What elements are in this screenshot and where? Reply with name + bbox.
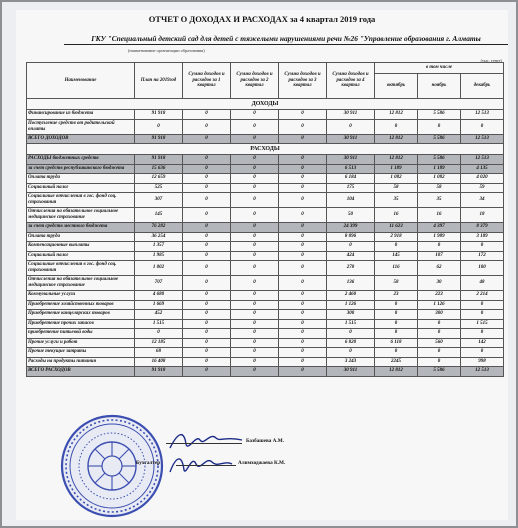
col-q2-header: Сумма доходов и расходов за 2 квартал xyxy=(231,63,279,99)
row-value: 91 918 xyxy=(135,367,183,377)
row-value: 8 096 xyxy=(327,232,375,242)
col-q4-header: Сумма доходов и расходов за 4 квартал xyxy=(327,63,375,99)
row-label: Приобретение канцелярских товаров xyxy=(27,310,135,320)
table-row xyxy=(27,251,504,261)
row-value: 0 xyxy=(461,119,504,134)
row-value: 0 xyxy=(231,310,279,320)
row-value: 1 515 xyxy=(135,319,183,329)
row-value: 0 xyxy=(375,319,418,329)
row-label: Социальный налог xyxy=(27,251,135,261)
table-row xyxy=(27,155,504,165)
row-value: 0 xyxy=(279,174,327,184)
row-value: 12 513 xyxy=(461,155,504,165)
row-value: 0 xyxy=(231,155,279,165)
row-label: РАСХОДЫ бюджетных средств xyxy=(27,155,135,165)
report-page xyxy=(16,10,508,520)
row-value: 58 xyxy=(418,183,461,193)
table-row xyxy=(27,348,504,358)
row-value: 0 xyxy=(279,357,327,367)
row-value: 0 xyxy=(418,242,461,252)
table-row xyxy=(27,357,504,367)
row-value: 3 189 xyxy=(461,232,504,242)
row-value: 707 xyxy=(135,276,183,291)
row-value: 0 xyxy=(279,242,327,252)
row-value: 0 xyxy=(231,119,279,134)
row-value: 1 126 xyxy=(327,300,375,310)
row-value: 175 xyxy=(327,183,375,193)
table-row xyxy=(27,134,504,144)
row-value: 1 189 xyxy=(375,164,418,174)
row-value: 0 xyxy=(279,338,327,348)
row-label: Социальный налог xyxy=(27,183,135,193)
row-value: 1 515 xyxy=(461,319,504,329)
row-value: 15 636 xyxy=(135,164,183,174)
row-value: 0 xyxy=(231,174,279,184)
row-value: 0 xyxy=(279,134,327,144)
row-value: 424 xyxy=(327,251,375,261)
row-value: 0 xyxy=(375,300,418,310)
row-value: 0 xyxy=(183,291,231,301)
row-value: 0 xyxy=(375,119,418,134)
row-value: 1 002 xyxy=(135,261,183,276)
row-value: 35 xyxy=(418,193,461,208)
row-value: 300 xyxy=(418,310,461,320)
row-value: 8 379 xyxy=(461,223,504,233)
row-value: 12 513 xyxy=(461,110,504,120)
head-signature-line xyxy=(166,443,242,444)
row-value: 0 xyxy=(183,310,231,320)
row-value: 0 xyxy=(183,348,231,358)
row-value: 0 xyxy=(231,357,279,367)
row-value: 998 xyxy=(461,357,504,367)
row-value: 0 xyxy=(461,329,504,339)
row-value: 6 820 xyxy=(327,338,375,348)
col-nov-header: ноябрь xyxy=(418,74,461,99)
row-value: 0 xyxy=(279,193,327,208)
row-value: 0 xyxy=(183,329,231,339)
row-label: Расходы на продукты питания xyxy=(27,357,135,367)
row-value: 0 xyxy=(231,164,279,174)
table-row xyxy=(27,276,504,291)
row-label: Социальные отчисления в гос. фонд соц. страхования xyxy=(27,193,135,208)
row-value: 0 xyxy=(418,357,461,367)
row-value: 278 xyxy=(327,261,375,276)
row-value: 12 513 xyxy=(461,367,504,377)
row-value: 68 xyxy=(135,348,183,358)
row-value: 12 513 xyxy=(461,134,504,144)
row-value: 4 020 xyxy=(461,174,504,184)
section-row-income xyxy=(27,99,504,110)
row-value: 36 254 xyxy=(135,232,183,242)
row-value: 50 xyxy=(327,208,375,223)
row-value: 30 911 xyxy=(327,134,375,144)
row-value: 23 xyxy=(375,291,418,301)
unit-label: (тыс. тенге) xyxy=(480,58,502,63)
row-value: 0 xyxy=(231,193,279,208)
row-value: 0 xyxy=(183,174,231,184)
table-row xyxy=(27,193,504,208)
row-value: 0 xyxy=(418,319,461,329)
row-value: 0 xyxy=(231,261,279,276)
table-row xyxy=(27,367,504,377)
row-value: 16 xyxy=(418,208,461,223)
row-label: за счет средств республиканского бюджета xyxy=(27,164,135,174)
row-value: 5 586 xyxy=(418,134,461,144)
row-label: ВСЕГО ДОХОДОВ xyxy=(27,134,135,144)
row-value: 4 397 xyxy=(418,223,461,233)
row-value: 0 xyxy=(231,183,279,193)
row-value: 100 xyxy=(461,261,504,276)
row-value: 35 xyxy=(375,193,418,208)
row-value: 0 xyxy=(231,319,279,329)
section-row-expenses xyxy=(27,144,504,155)
accountant-signature xyxy=(166,450,236,478)
row-value: 0 xyxy=(279,300,327,310)
row-value: 91 918 xyxy=(135,134,183,144)
row-label: Прочие текущие затраты xyxy=(27,348,135,358)
row-value: 0 xyxy=(183,367,231,377)
row-value: 0 xyxy=(279,276,327,291)
organization-name: ГКУ "Специальный детский сад для детей с тяжелыми нарушениями речи №26 "Управление образования г. Алматы xyxy=(64,34,508,45)
photo-background xyxy=(2,2,516,526)
row-value: 0 xyxy=(231,134,279,144)
row-value: 30 911 xyxy=(327,110,375,120)
row-value: 107 xyxy=(418,251,461,261)
row-value: 172 xyxy=(461,251,504,261)
accountant-signature-line xyxy=(176,465,236,466)
row-value: 11 623 xyxy=(375,223,418,233)
row-value: 0 xyxy=(183,251,231,261)
row-value: 0 xyxy=(327,329,375,339)
row-value: 0 xyxy=(183,119,231,134)
row-value: 0 xyxy=(279,261,327,276)
row-value: 0 xyxy=(461,348,504,358)
row-label: приобретение питьевой воды xyxy=(27,329,135,339)
row-value: 0 xyxy=(279,291,327,301)
row-value: 12 812 xyxy=(375,367,418,377)
row-value: 0 xyxy=(418,348,461,358)
row-value: 0 xyxy=(183,134,231,144)
row-value: 0 xyxy=(461,300,504,310)
row-value: 2 918 xyxy=(375,232,418,242)
row-label: Приобретение прочих запасов xyxy=(27,319,135,329)
table-row xyxy=(27,174,504,184)
row-value: 6 184 xyxy=(327,174,375,184)
row-value: 1 126 xyxy=(418,300,461,310)
row-value: 2 460 xyxy=(327,291,375,301)
row-value: 0 xyxy=(279,348,327,358)
row-value: 0 xyxy=(183,223,231,233)
table-row xyxy=(27,164,504,174)
row-value: 0 xyxy=(231,338,279,348)
organization-note: (наименование организации образования) xyxy=(128,48,205,53)
row-value: 0 xyxy=(231,367,279,377)
col-q1-header: Сумма доходов и расходов за 1 квартал xyxy=(183,63,231,99)
row-value: 16 xyxy=(375,208,418,223)
row-label: за счет средств местного бюджета xyxy=(27,223,135,233)
row-label: Поступление средств от родительской оплаты xyxy=(27,119,135,134)
row-label: Отчисления на обязательное социальное медицинское страхование xyxy=(27,276,135,291)
official-stamp xyxy=(60,414,164,518)
row-value: 0 xyxy=(183,232,231,242)
row-value: 0 xyxy=(327,242,375,252)
row-label: Отчисления на обязательное социальное медицинское страхование xyxy=(27,208,135,223)
table-row xyxy=(27,300,504,310)
row-value: 18 xyxy=(461,208,504,223)
row-value: 0 xyxy=(183,357,231,367)
row-value: 0 xyxy=(231,242,279,252)
row-value: 0 xyxy=(231,223,279,233)
table-row xyxy=(27,319,504,329)
row-value: 0 xyxy=(183,300,231,310)
row-value: 0 xyxy=(135,329,183,339)
row-value: 0 xyxy=(327,348,375,358)
row-value: 34 xyxy=(461,193,504,208)
table-row xyxy=(27,329,504,339)
row-value: 0 xyxy=(461,242,504,252)
row-value: 0 xyxy=(279,319,327,329)
row-value: 0 xyxy=(183,155,231,165)
col-name-header: Наименование xyxy=(27,63,135,99)
row-value: 0 xyxy=(375,242,418,252)
row-value: 145 xyxy=(135,208,183,223)
row-value: 16 408 xyxy=(135,357,183,367)
row-value: 0 xyxy=(183,193,231,208)
row-value: 307 xyxy=(135,193,183,208)
row-label: ВСЕГО РАСХОДОВ xyxy=(27,367,135,377)
section-title: ДОХОДЫ xyxy=(27,99,504,110)
row-value: 12 812 xyxy=(375,134,418,144)
row-label: Коммунальные услуги xyxy=(27,291,135,301)
col-plan-header: План на 2019год xyxy=(135,63,183,99)
row-value: 48 xyxy=(461,276,504,291)
row-value: 0 xyxy=(135,119,183,134)
row-value: 0 xyxy=(183,319,231,329)
row-value: 0 xyxy=(183,183,231,193)
row-value: 0 xyxy=(183,261,231,276)
row-value: 0 xyxy=(279,223,327,233)
accountant-name: Алимходжаева К.М. xyxy=(238,460,286,466)
row-value: 76 282 xyxy=(135,223,183,233)
row-value: 0 xyxy=(231,348,279,358)
accountant-label: Бухгалтер xyxy=(136,460,161,466)
row-value: 0 xyxy=(231,276,279,291)
row-value: 0 xyxy=(375,310,418,320)
row-value: 0 xyxy=(279,367,327,377)
section-title: РАСХОДЫ xyxy=(27,144,504,155)
row-value: 0 xyxy=(231,300,279,310)
row-value: 12 185 xyxy=(135,338,183,348)
row-value: 0 xyxy=(231,232,279,242)
report-title: ОТЧЕТ О ДОХОДАХ И РАСХОДАХ за 4 квартал 2019 года xyxy=(148,14,376,24)
row-value: 6 118 xyxy=(375,338,418,348)
row-value: 142 xyxy=(461,338,504,348)
row-label: Оплата труда xyxy=(27,232,135,242)
row-value: 30 911 xyxy=(327,155,375,165)
row-value: 0 xyxy=(418,329,461,339)
row-value: 12 812 xyxy=(375,155,418,165)
row-value: 30 xyxy=(418,276,461,291)
col-oct-header: октябрь xyxy=(375,74,418,99)
row-value: 91 918 xyxy=(135,110,183,120)
row-value: 1 189 xyxy=(418,164,461,174)
row-value: 0 xyxy=(183,276,231,291)
row-value: 0 xyxy=(231,291,279,301)
row-value: 6 513 xyxy=(327,164,375,174)
row-value: 116 xyxy=(375,261,418,276)
table-row xyxy=(27,310,504,320)
col-q3-header: Сумма доходов и расходов за 3 квартал xyxy=(279,63,327,99)
table-row xyxy=(27,242,504,252)
row-value: 0 xyxy=(279,183,327,193)
row-value: 0 xyxy=(231,251,279,261)
row-value: 1 082 xyxy=(375,174,418,184)
row-label: Оплата труда xyxy=(27,174,135,184)
row-value: 0 xyxy=(279,329,327,339)
row-value: 58 xyxy=(375,276,418,291)
table-row xyxy=(27,338,504,348)
row-value: 0 xyxy=(279,232,327,242)
row-value: 5 586 xyxy=(418,367,461,377)
row-value: 0 xyxy=(418,119,461,134)
row-value: 0 xyxy=(375,348,418,358)
row-value: 2 214 xyxy=(461,291,504,301)
row-value: 0 xyxy=(279,119,327,134)
row-value: 0 xyxy=(327,119,375,134)
row-value: 5 586 xyxy=(418,110,461,120)
col-dec-header: декабрь xyxy=(461,74,504,99)
row-value: 1 515 xyxy=(327,319,375,329)
row-value: 525 xyxy=(135,183,183,193)
row-value: 0 xyxy=(279,251,327,261)
row-value: 300 xyxy=(327,310,375,320)
row-value: 0 xyxy=(375,329,418,339)
row-value: 24 399 xyxy=(327,223,375,233)
row-value: 560 xyxy=(418,338,461,348)
row-value: 1 989 xyxy=(418,232,461,242)
row-value: 58 xyxy=(375,183,418,193)
table-row xyxy=(27,261,504,276)
row-value: 4 680 xyxy=(135,291,183,301)
row-value: 0 xyxy=(279,164,327,174)
table-row xyxy=(27,119,504,134)
row-value: 0 xyxy=(183,242,231,252)
row-value: 0 xyxy=(183,164,231,174)
row-value: 136 xyxy=(327,276,375,291)
row-value: 59 xyxy=(461,183,504,193)
row-value: 0 xyxy=(279,208,327,223)
table-row xyxy=(27,208,504,223)
row-label: Социальные отчисления в гос. фонд соц. страхования xyxy=(27,261,135,276)
row-value: 223 xyxy=(418,291,461,301)
row-value: 104 xyxy=(327,193,375,208)
row-value: 12 659 xyxy=(135,174,183,184)
row-value: 0 xyxy=(183,208,231,223)
row-value: 0 xyxy=(279,310,327,320)
row-value: 145 xyxy=(375,251,418,261)
row-value: 0 xyxy=(231,329,279,339)
row-value: 3 243 xyxy=(327,357,375,367)
table-row xyxy=(27,223,504,233)
row-value: 30 911 xyxy=(327,367,375,377)
row-value: 12 812 xyxy=(375,110,418,120)
row-value: 4 135 xyxy=(461,164,504,174)
table-row xyxy=(27,110,504,120)
head-name: Базбашева А.М. xyxy=(246,438,284,444)
row-value: 0 xyxy=(183,110,231,120)
table-row xyxy=(27,232,504,242)
row-value: 62 xyxy=(418,261,461,276)
row-value: 91 918 xyxy=(135,155,183,165)
row-label: Финансирование из бюджета xyxy=(27,110,135,120)
row-value: 2245 xyxy=(375,357,418,367)
table-row xyxy=(27,291,504,301)
row-label: Приобретение хозяйственных товаров xyxy=(27,300,135,310)
table-row xyxy=(27,183,504,193)
row-value: 0 xyxy=(279,110,327,120)
row-value: 1 082 xyxy=(418,174,461,184)
row-value: 0 xyxy=(231,110,279,120)
row-label: Прочие услуги и работ xyxy=(27,338,135,348)
row-value: 0 xyxy=(461,310,504,320)
row-value: 5 586 xyxy=(418,155,461,165)
row-value: 452 xyxy=(135,310,183,320)
row-value: 0 xyxy=(279,155,327,165)
col-including-header: в том числе xyxy=(375,63,504,74)
row-label: Компенсационные выплаты xyxy=(27,242,135,252)
row-value: 1 357 xyxy=(135,242,183,252)
row-value: 1 669 xyxy=(135,300,183,310)
report-table xyxy=(26,62,504,377)
row-value: 0 xyxy=(231,208,279,223)
row-value: 0 xyxy=(183,338,231,348)
row-value: 1 985 xyxy=(135,251,183,261)
